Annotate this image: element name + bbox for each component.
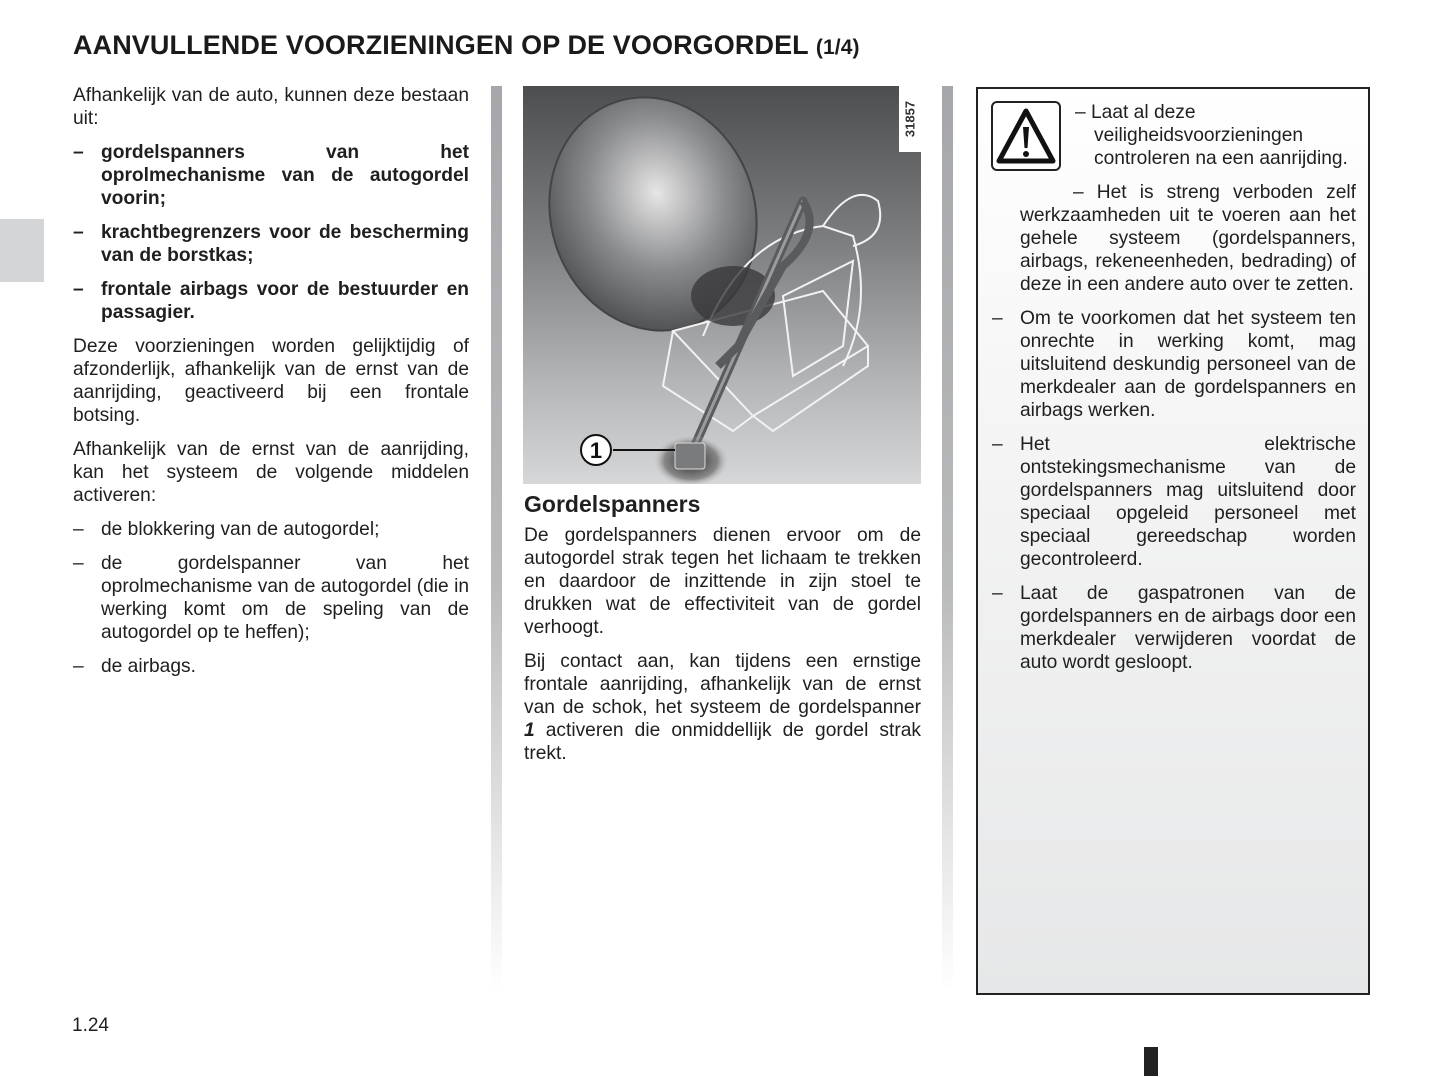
warning-item: – Het elektrische ontstekingsmechanisme van de gordelspanners mag uitsluitend door speciaal opgeleid personeel met speciaal gereedschap worden gecontroleerd. [992,434,1356,570]
warning-box [976,87,1370,995]
column-middle [524,490,921,776]
warning-text [992,101,1356,685]
warning-item: – Om te voorkomen dat het systeem ten onrechte in werking komt, mag uitsluitend deskundig personeel van de merkdealer aan de gordelspanners en airbags werken. [992,308,1356,421]
section-heading: Gordelspanners [524,491,701,517]
list-item: – de blokkering van de autogordel; [73,519,380,540]
list-item: – gordelspanners van het oprolmechanisme van de autogordel voorin; [73,142,469,209]
activation-paragraph: Bij contact aan, kan tijdens een ernstige frontale aanrijding, afhankelijk van de ernst van de schok, het systeem de gordelspanner 1 activeren die onmiddellijk de gordel strak trekt. [524,651,921,764]
seat-airbag-drawing [523,86,921,484]
column-divider-right [942,86,953,991]
means-paragraph: Afhankelijk van de ernst van de aanrijding, kan het systeem de volgende middelen activeren: [73,439,469,506]
warning-item: – Laat al deze veiligheidsvoorzieningen controleren na een aanrijding. [1075,102,1348,169]
list-item: – de gordelspanner van het oprolmechanisme van de autogordel (die in werking komt om de speling van de autogordel op te heffen); [73,553,469,643]
page-number: 1.24 [72,1015,109,1036]
column-divider-left [491,86,502,991]
chapter-tab-marker [0,219,44,282]
tensioner-paragraph: De gordelspanners dienen ervoor om de autogordel strak tegen het lichaam te trekken en daardoor de inzittende in zijn stoel te drukken wat de effectiviteit van de gordel verhoogt. [524,525,921,638]
means-list [73,518,469,678]
warning-list [992,307,1356,674]
warning-item: – Laat de gaspatronen van de gordelspanners en de airbags door een merkdealer verwijderen voordat de auto wordt gesloopt. [992,583,1356,673]
warning-item: – Het is streng verboden zelf werkzaamheden uit te voeren aan het gehele systeem (gordelspanners, airbags, rekeneenheden, bedrading) of deze in een andere auto over te zetten. [1020,182,1356,295]
list-item: – krachtbegrenzers voor de bescherming van de borstkas; [73,222,469,266]
list-item: – de airbags. [73,656,196,677]
title-text: AANVULLENDE VOORZIENINGEN OP DE VOORGORDEL [73,30,809,60]
intro-paragraph: Afhankelijk van de auto, kunnen deze bestaan uit: [73,85,469,129]
figure-reference: 31857 [899,86,921,152]
seatbelt-airbag-illustration [523,86,921,484]
title-part: (1/4) [815,36,860,59]
section-end-marker [1144,1047,1158,1076]
page-title [73,30,860,61]
column-left [73,84,469,689]
callout-reference: 1 [524,720,535,741]
device-list [73,141,469,324]
activation-paragraph: Deze voorzieningen worden gelijktijdig of afzonderlijk, afhankelijk van de ernst van de aanrijding, geactiveerd bij een frontale botsing. [73,336,469,426]
list-item: – frontale airbags voor de bestuurder en passagier. [73,279,469,323]
callout-1: 1 [589,438,603,463]
